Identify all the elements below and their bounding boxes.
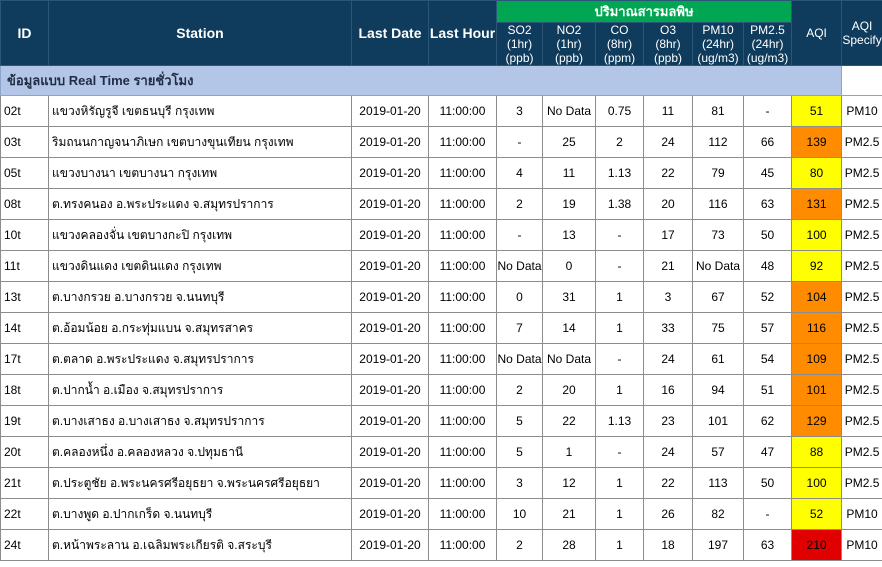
cell-so2: 0: [497, 282, 543, 313]
cell-pm25: 63: [744, 530, 792, 561]
cell-so2: 2: [497, 530, 543, 561]
header-pm10: [693, 23, 744, 66]
header-co-period: (8hr): [606, 37, 633, 51]
cell-last-date: 2019-01-20: [352, 499, 429, 530]
cell-last-date: 2019-01-20: [352, 313, 429, 344]
cell-co: -: [596, 344, 644, 375]
cell-station: ต.บางเสาธง อ.บางเสาธง จ.สมุทรปราการ: [49, 406, 352, 437]
cell-co: 2: [596, 127, 644, 158]
cell-last-hour: 11:00:00: [429, 189, 497, 220]
section-spacer: [842, 66, 882, 96]
cell-pm25: 66: [744, 127, 792, 158]
cell-so2: -: [497, 127, 543, 158]
header-o3-name: O3: [659, 23, 676, 37]
cell-co: 1: [596, 282, 644, 313]
cell-no2: 11: [543, 158, 596, 189]
table-row: [1, 499, 882, 530]
cell-last-date: 2019-01-20: [352, 220, 429, 251]
cell-last-hour: 11:00:00: [429, 468, 497, 499]
cell-aqi-specify: PM2.5: [842, 189, 882, 220]
cell-o3: 18: [644, 530, 693, 561]
cell-o3: 24: [644, 437, 693, 468]
table-row: [1, 468, 882, 499]
cell-aqi: 100: [792, 468, 842, 499]
header-last-hour: Last Hour: [429, 1, 497, 66]
header-so2-period: (1hr): [506, 37, 533, 51]
header-pm25-period: (24hr): [751, 37, 784, 51]
cell-so2: 3: [497, 96, 543, 127]
cell-o3: 33: [644, 313, 693, 344]
header-aqi-specify-line2: Specify: [842, 33, 882, 47]
cell-no2: No Data: [543, 96, 596, 127]
table-row: [1, 313, 882, 344]
cell-aqi: 104: [792, 282, 842, 313]
cell-pm25: 52: [744, 282, 792, 313]
cell-o3: 20: [644, 189, 693, 220]
cell-last-hour: 11:00:00: [429, 127, 497, 158]
cell-id: 13t: [1, 282, 49, 313]
cell-pm25: 54: [744, 344, 792, 375]
cell-no2: 25: [543, 127, 596, 158]
cell-aqi: 129: [792, 406, 842, 437]
cell-id: 08t: [1, 189, 49, 220]
cell-so2: 2: [497, 375, 543, 406]
cell-o3: 24: [644, 344, 693, 375]
cell-last-hour: 11:00:00: [429, 313, 497, 344]
cell-station: ริมถนนกาญจนาภิเษก เขตบางขุนเทียน กรุงเทพ: [49, 127, 352, 158]
header-last-date: Last Date: [352, 1, 429, 66]
cell-aqi-specify: PM2.5: [842, 313, 882, 344]
cell-o3: 22: [644, 468, 693, 499]
header-no2-name: NO2: [556, 23, 582, 37]
cell-pm25: -: [744, 96, 792, 127]
cell-last-hour: 11:00:00: [429, 530, 497, 561]
cell-co: 1: [596, 313, 644, 344]
cell-id: 11t: [1, 251, 49, 282]
cell-pm25: 50: [744, 468, 792, 499]
cell-id: 05t: [1, 158, 49, 189]
cell-station: ต.บางพูด อ.ปากเกร็ด จ.นนทบุรี: [49, 499, 352, 530]
cell-last-date: 2019-01-20: [352, 406, 429, 437]
table-row: [1, 127, 882, 158]
table-row: [1, 251, 882, 282]
cell-no2: 12: [543, 468, 596, 499]
header-aqi-specify: [842, 1, 882, 66]
cell-co: -: [596, 220, 644, 251]
header-pm10-unit: (ug/m3): [697, 51, 739, 65]
cell-aqi-specify: PM10: [842, 96, 882, 127]
cell-aqi: 109: [792, 344, 842, 375]
cell-aqi: 139: [792, 127, 842, 158]
cell-station: แขวงคลองจั่น เขตบางกะปิ กรุงเทพ: [49, 220, 352, 251]
cell-last-date: 2019-01-20: [352, 127, 429, 158]
header-pm25-unit: (ug/m3): [746, 51, 789, 65]
cell-aqi: 116: [792, 313, 842, 344]
cell-co: 0.75: [596, 96, 644, 127]
cell-pm10: 101: [693, 406, 744, 437]
cell-id: 20t: [1, 437, 49, 468]
header-pm10-name: PM10: [702, 23, 734, 37]
cell-last-date: 2019-01-20: [352, 344, 429, 375]
cell-aqi: 131: [792, 189, 842, 220]
cell-o3: 11: [644, 96, 693, 127]
cell-station: ต.ทรงคนอง อ.พระประแดง จ.สมุทรปราการ: [49, 189, 352, 220]
cell-last-date: 2019-01-20: [352, 282, 429, 313]
cell-pm10: 116: [693, 189, 744, 220]
table-row: [1, 375, 882, 406]
cell-o3: 24: [644, 127, 693, 158]
cell-last-date: 2019-01-20: [352, 158, 429, 189]
cell-so2: 10: [497, 499, 543, 530]
header-no2-unit: (ppb): [554, 51, 583, 65]
cell-no2: 0: [543, 251, 596, 282]
cell-aqi-specify: PM2.5: [842, 437, 882, 468]
cell-station: ต.หน้าพระลาน อ.เฉลิมพระเกียรติ จ.สระบุรี: [49, 530, 352, 561]
cell-pm10: No Data: [693, 251, 744, 282]
cell-id: 02t: [1, 96, 49, 127]
cell-last-date: 2019-01-20: [352, 375, 429, 406]
cell-last-hour: 11:00:00: [429, 96, 497, 127]
cell-aqi-specify: PM2.5: [842, 468, 882, 499]
cell-no2: 19: [543, 189, 596, 220]
cell-no2: 20: [543, 375, 596, 406]
header-pm25: [744, 23, 792, 66]
cell-so2: No Data: [497, 344, 543, 375]
cell-no2: 31: [543, 282, 596, 313]
cell-so2: 5: [497, 437, 543, 468]
table-row: [1, 344, 882, 375]
cell-no2: 14: [543, 313, 596, 344]
cell-id: 14t: [1, 313, 49, 344]
cell-last-date: 2019-01-20: [352, 437, 429, 468]
cell-so2: 2: [497, 189, 543, 220]
cell-so2: 7: [497, 313, 543, 344]
table-row: [1, 96, 882, 127]
cell-no2: 22: [543, 406, 596, 437]
cell-pm10: 113: [693, 468, 744, 499]
cell-co: 1: [596, 468, 644, 499]
cell-station: ต.บางกรวย อ.บางกรวย จ.นนทบุรี: [49, 282, 352, 313]
cell-station: ต.ประตูชัย อ.พระนครศรีอยุธยา จ.พระนครศรีอยุธยา: [49, 468, 352, 499]
cell-so2: No Data: [497, 251, 543, 282]
cell-aqi-specify: PM10: [842, 499, 882, 530]
cell-co: 1.13: [596, 158, 644, 189]
cell-station: แขวงบางนา เขตบางนา กรุงเทพ: [49, 158, 352, 189]
cell-station: ต.คลองหนึ่ง อ.คลองหลวง จ.ปทุมธานี: [49, 437, 352, 468]
cell-aqi-specify: PM10: [842, 530, 882, 561]
cell-last-hour: 11:00:00: [429, 251, 497, 282]
header-o3: [644, 23, 693, 66]
cell-id: 22t: [1, 499, 49, 530]
header-o3-unit: (ppb): [653, 51, 682, 65]
cell-last-date: 2019-01-20: [352, 189, 429, 220]
header-co: [596, 23, 644, 66]
header-so2-unit: (ppb): [505, 51, 534, 65]
cell-pm25: 50: [744, 220, 792, 251]
cell-aqi-specify: PM2.5: [842, 158, 882, 189]
cell-so2: 3: [497, 468, 543, 499]
table-row: [1, 189, 882, 220]
header-no2: [543, 23, 596, 66]
table-row: [1, 282, 882, 313]
cell-co: 1: [596, 375, 644, 406]
header-so2-name: SO2: [507, 23, 532, 37]
cell-pm25: 62: [744, 406, 792, 437]
header-no2-period: (1hr): [556, 37, 582, 51]
cell-last-date: 2019-01-20: [352, 468, 429, 499]
cell-no2: 21: [543, 499, 596, 530]
cell-pm10: 61: [693, 344, 744, 375]
header-id: ID: [1, 1, 49, 66]
header-pollutants-group: ปริมาณสารมลพิษ: [497, 1, 792, 23]
cell-id: 21t: [1, 468, 49, 499]
cell-station: ต.ปากน้ำ อ.เมือง จ.สมุทรปราการ: [49, 375, 352, 406]
cell-pm25: 48: [744, 251, 792, 282]
header-station: Station: [49, 1, 352, 66]
cell-pm10: 73: [693, 220, 744, 251]
cell-pm25: 45: [744, 158, 792, 189]
cell-pm10: 67: [693, 282, 744, 313]
cell-aqi: 88: [792, 437, 842, 468]
cell-o3: 3: [644, 282, 693, 313]
header-so2: [497, 23, 543, 66]
cell-station: ต.อ้อมน้อย อ.กระทุ่มแบน จ.สมุทรสาคร: [49, 313, 352, 344]
table-row: [1, 220, 882, 251]
cell-pm10: 197: [693, 530, 744, 561]
header-pm25-name: PM2.5: [750, 23, 785, 37]
cell-last-date: 2019-01-20: [352, 96, 429, 127]
header-co-unit: (ppm): [603, 51, 636, 65]
cell-pm25: 47: [744, 437, 792, 468]
cell-last-hour: 11:00:00: [429, 437, 497, 468]
cell-so2: 4: [497, 158, 543, 189]
cell-pm25: 57: [744, 313, 792, 344]
cell-so2: 5: [497, 406, 543, 437]
cell-aqi-specify: PM2.5: [842, 344, 882, 375]
cell-aqi: 80: [792, 158, 842, 189]
header-pm10-period: (24hr): [701, 37, 734, 51]
table-row: [1, 158, 882, 189]
header-aqi: AQI: [792, 1, 842, 66]
cell-o3: 22: [644, 158, 693, 189]
cell-o3: 16: [644, 375, 693, 406]
table-row: [1, 406, 882, 437]
cell-station: แขวงหิรัญรูจี เขตธนบุรี กรุงเทพ: [49, 96, 352, 127]
cell-co: 1: [596, 530, 644, 561]
cell-aqi: 210: [792, 530, 842, 561]
table-row: [1, 437, 882, 468]
cell-last-hour: 11:00:00: [429, 406, 497, 437]
cell-pm10: 94: [693, 375, 744, 406]
cell-aqi: 100: [792, 220, 842, 251]
cell-id: 24t: [1, 530, 49, 561]
cell-pm10: 75: [693, 313, 744, 344]
cell-pm10: 57: [693, 437, 744, 468]
section-label: ข้อมูลแบบ Real Time รายชั่วโมง: [1, 66, 842, 96]
cell-o3: 23: [644, 406, 693, 437]
cell-aqi-specify: PM2.5: [842, 251, 882, 282]
cell-id: 10t: [1, 220, 49, 251]
cell-no2: 13: [543, 220, 596, 251]
cell-id: 18t: [1, 375, 49, 406]
cell-last-date: 2019-01-20: [352, 530, 429, 561]
cell-co: -: [596, 251, 644, 282]
cell-last-date: 2019-01-20: [352, 251, 429, 282]
cell-station: แขวงดินแดง เขตดินแดง กรุงเทพ: [49, 251, 352, 282]
cell-aqi-specify: PM2.5: [842, 375, 882, 406]
cell-no2: 1: [543, 437, 596, 468]
cell-co: -: [596, 437, 644, 468]
cell-id: 19t: [1, 406, 49, 437]
cell-aqi: 101: [792, 375, 842, 406]
cell-last-hour: 11:00:00: [429, 375, 497, 406]
table-body: [1, 66, 882, 561]
cell-aqi: 92: [792, 251, 842, 282]
cell-last-hour: 11:00:00: [429, 344, 497, 375]
cell-pm25: -: [744, 499, 792, 530]
cell-so2: -: [497, 220, 543, 251]
cell-pm10: 81: [693, 96, 744, 127]
cell-last-hour: 11:00:00: [429, 220, 497, 251]
cell-co: 1.13: [596, 406, 644, 437]
table-row: [1, 530, 882, 561]
cell-o3: 21: [644, 251, 693, 282]
cell-co: 1: [596, 499, 644, 530]
cell-aqi: 52: [792, 499, 842, 530]
cell-id: 17t: [1, 344, 49, 375]
header-co-name: CO: [610, 23, 629, 37]
cell-aqi-specify: PM2.5: [842, 406, 882, 437]
cell-o3: 17: [644, 220, 693, 251]
cell-last-hour: 11:00:00: [429, 499, 497, 530]
cell-pm25: 63: [744, 189, 792, 220]
cell-no2: No Data: [543, 344, 596, 375]
cell-aqi-specify: PM2.5: [842, 282, 882, 313]
cell-last-hour: 11:00:00: [429, 282, 497, 313]
cell-aqi: 51: [792, 96, 842, 127]
cell-station: ต.ตลาด อ.พระประแดง จ.สมุทรปราการ: [49, 344, 352, 375]
cell-id: 03t: [1, 127, 49, 158]
cell-no2: 28: [543, 530, 596, 561]
cell-co: 1.38: [596, 189, 644, 220]
header-o3-period: (8hr): [655, 37, 681, 51]
section-row: [1, 66, 882, 96]
cell-aqi-specify: PM2.5: [842, 220, 882, 251]
header-aqi-specify-line1: AQI: [851, 19, 873, 33]
cell-pm10: 82: [693, 499, 744, 530]
cell-pm10: 112: [693, 127, 744, 158]
cell-last-hour: 11:00:00: [429, 158, 497, 189]
cell-o3: 26: [644, 499, 693, 530]
cell-pm25: 51: [744, 375, 792, 406]
table-header: [1, 1, 882, 66]
cell-aqi-specify: PM2.5: [842, 127, 882, 158]
cell-pm10: 79: [693, 158, 744, 189]
